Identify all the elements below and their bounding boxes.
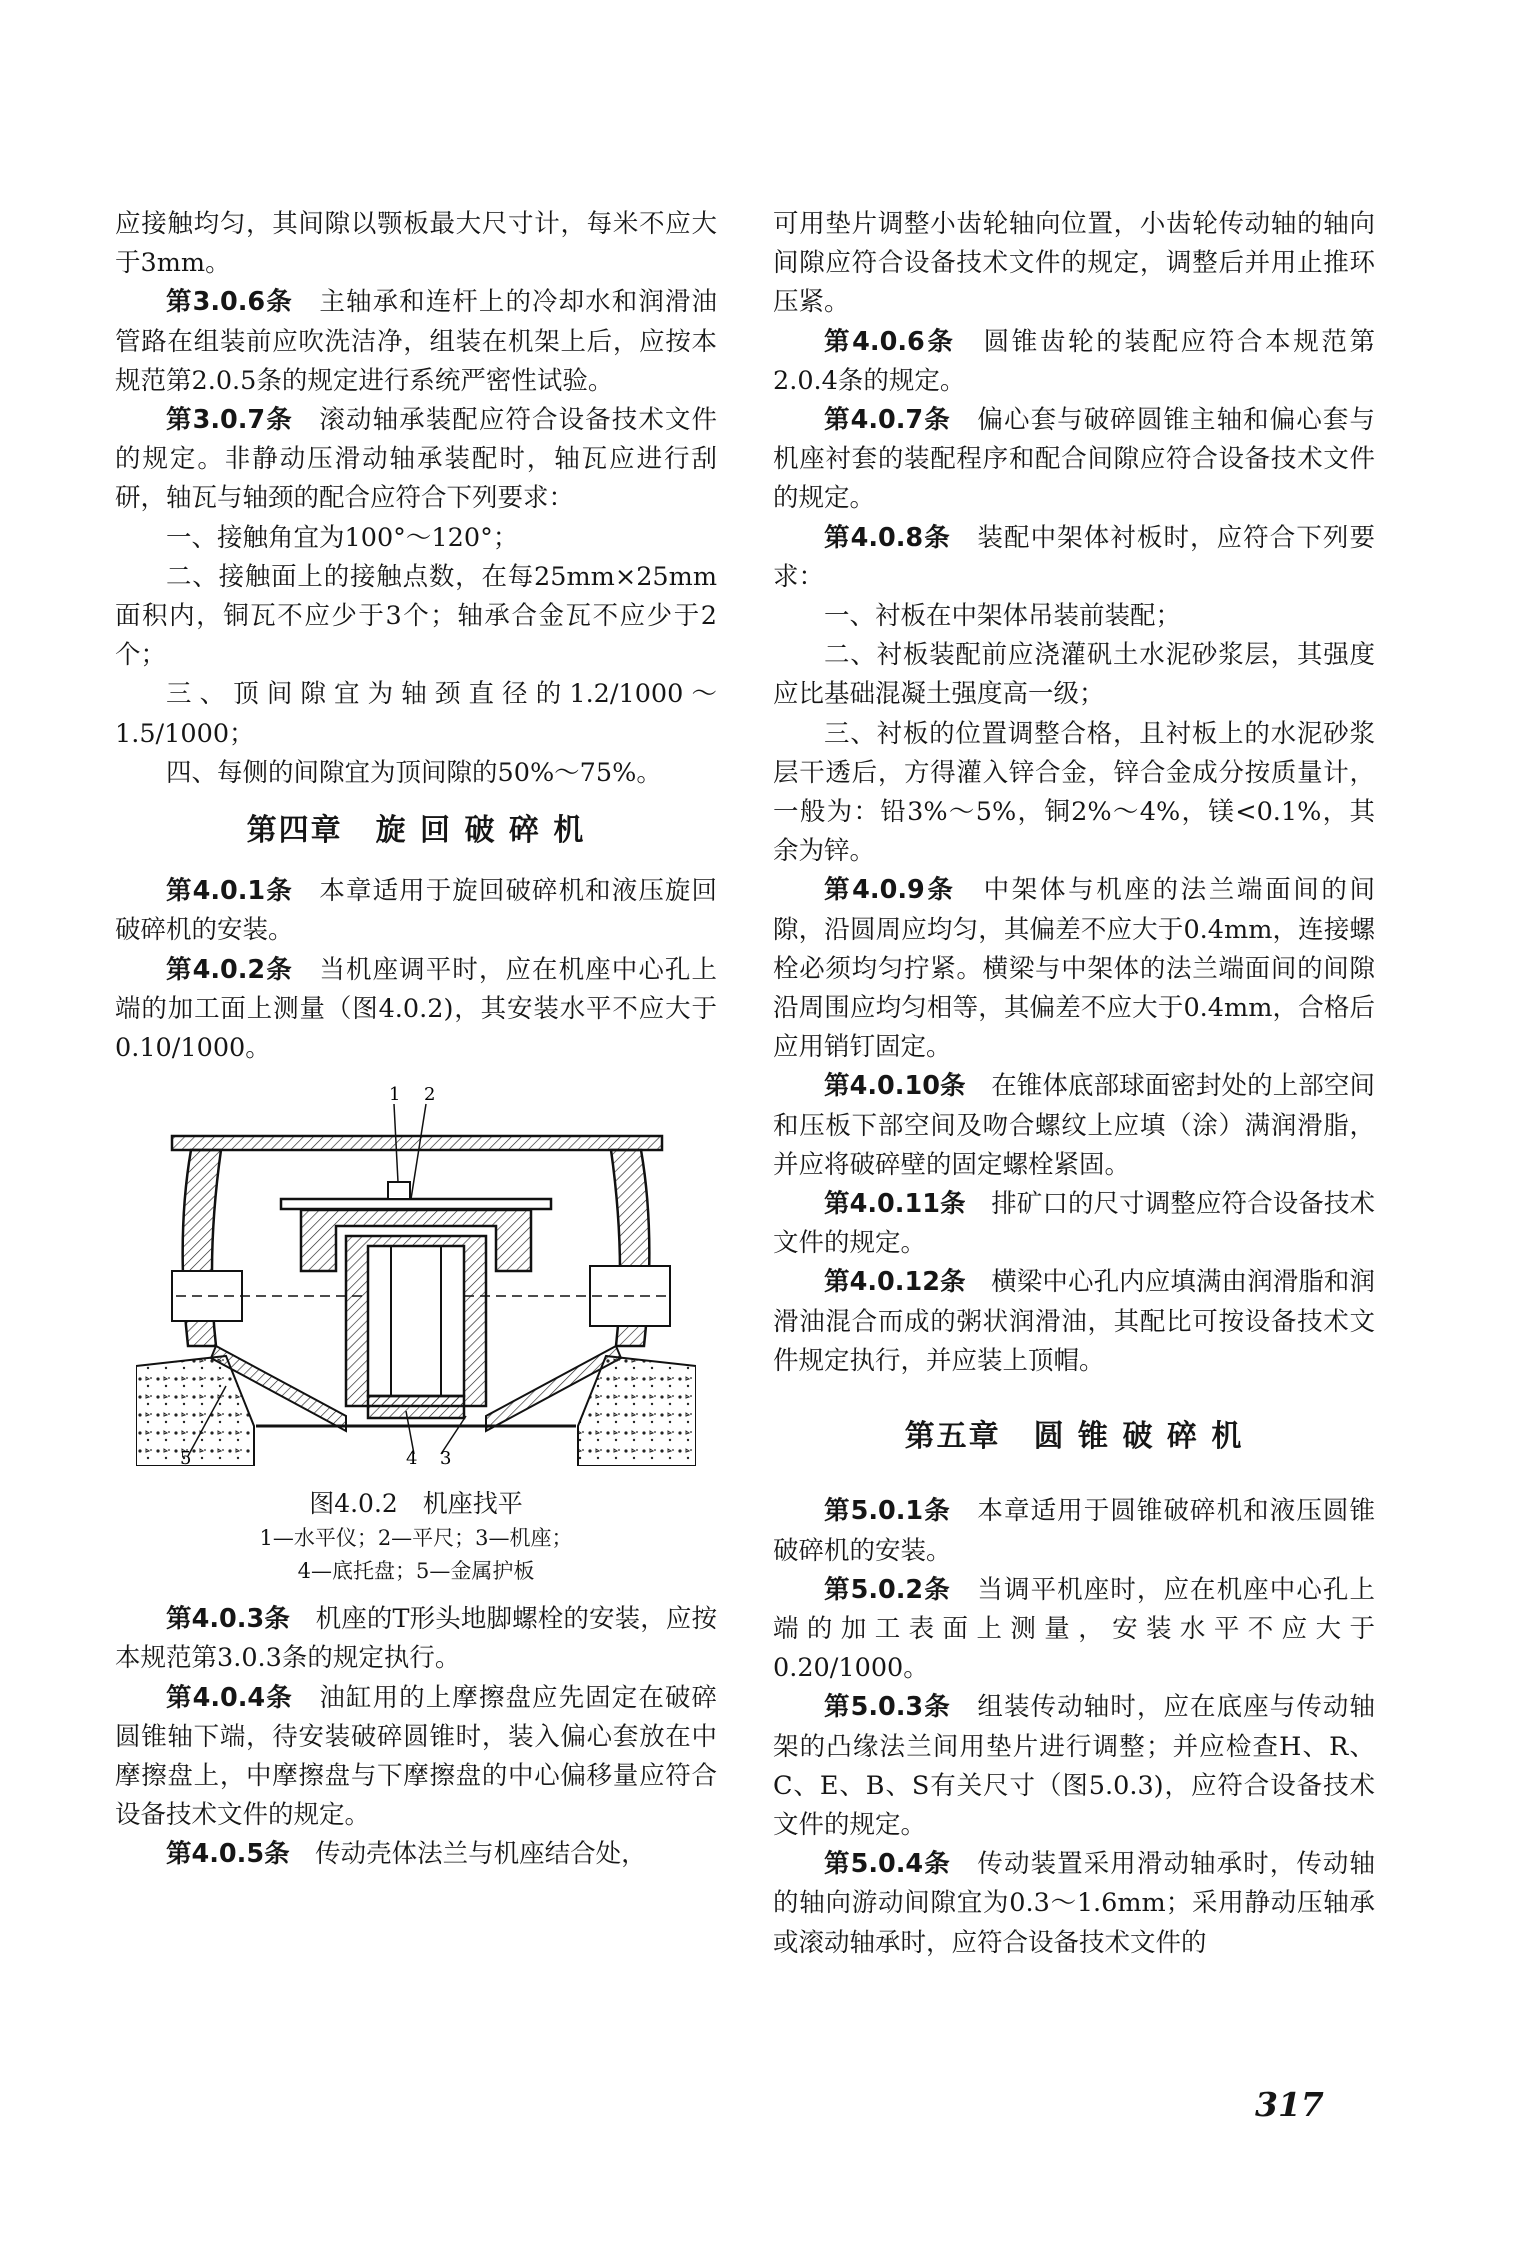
clause-label: 第5.0.1条 bbox=[824, 1496, 951, 1527]
clause-label: 第5.0.3条 bbox=[824, 1692, 951, 1723]
callout-1: 1 bbox=[389, 1086, 401, 1106]
figure-caption: 图4.0.2 机座找平 bbox=[309, 1489, 523, 1519]
clause-text: 在锥体底部球面密封处的上部空间和压板下部空间及吻合螺纹上应填（涂）满润滑脂，并应将破碎壁的固定螺栓紧固。 bbox=[773, 1071, 1375, 1180]
list-item: 二、衬板装配前应浇灌矾土水泥砂浆层，其强度应比基础混凝土强度高一级； bbox=[773, 640, 1375, 710]
clause-label: 第4.0.5条 bbox=[166, 1839, 290, 1870]
clause-label: 第5.0.2条 bbox=[824, 1574, 951, 1605]
page-number: 317 bbox=[1255, 2085, 1324, 2124]
callout-2: 2 bbox=[424, 1086, 436, 1106]
clause-4-0-10 bbox=[773, 1067, 1375, 1185]
callout-4: 4 bbox=[406, 1448, 418, 1467]
list-item: 三、衬板的位置调整合格，且衬板上的水泥砂浆层干透后，方得灌入锌合金，锌合金成分按质量计，一般为：铅3%～5%，铜2%～4%，镁<0.1%，其余为锌。 bbox=[773, 718, 1375, 867]
clause-4-0-6 bbox=[773, 323, 1375, 401]
list-item: 三、顶间隙宜为轴颈直径的1.2/1000～1.5/1000； bbox=[115, 679, 717, 749]
clause-label: 第4.0.4条 bbox=[166, 1682, 293, 1713]
list-item: 一、接触角宜为100°～120°； bbox=[166, 522, 519, 553]
clause-text: 当调平机座时，应在机座中心孔上端的加工表面上测量，安装水平不应大于0.20/1000。 bbox=[773, 1574, 1375, 1684]
clause-3-0-7 bbox=[115, 401, 717, 519]
machine-base-drawing bbox=[136, 1086, 696, 1466]
chapter-title: 旋 回 破 碎 机 bbox=[375, 813, 586, 849]
paragraph-cont: 可用垫片调整小齿轮轴向位置，小齿轮传动轴的轴向间隙应符合设备技术文件的规定，调整后并用止推环压紧。 bbox=[773, 209, 1375, 318]
clause-4-0-12 bbox=[773, 1263, 1375, 1381]
chapter-number: 第四章 bbox=[246, 813, 343, 849]
chapter-number: 第五章 bbox=[904, 1419, 1001, 1455]
chapter-title: 圆 锥 破 碎 机 bbox=[1033, 1419, 1244, 1455]
clause-4-0-5 bbox=[115, 1835, 717, 1874]
clause-text: 油缸用的上摩擦盘应先固定在破碎圆锥轴下端，待安装破碎圆锥时，装入偏心套放在中摩擦盘上，中摩擦盘与下摩擦盘的中心偏移量应符合设备技术文件的规定。 bbox=[115, 1682, 717, 1831]
clause-label: 第4.0.9条 bbox=[824, 875, 956, 906]
clause-4-0-8 bbox=[773, 519, 1375, 597]
clause-text: 机座的T形头地脚螺栓的安装，应按本规范第3.0.3条的规定执行。 bbox=[115, 1604, 717, 1674]
list-item: 四、每侧的间隙宜为顶间隙的50%～75%。 bbox=[166, 757, 662, 788]
clause-5-0-4 bbox=[773, 1845, 1375, 1963]
clause-text: 本章适用于旋回破碎机和液压旋回破碎机的安装。 bbox=[115, 876, 717, 946]
clause-label: 第4.0.1条 bbox=[166, 876, 293, 907]
clause-text: 当机座调平时，应在机座中心孔上端的加工面上测量（图4.0.2)，其安装水平不应大于0.10/1000。 bbox=[115, 954, 717, 1064]
left-column bbox=[115, 205, 717, 1875]
clause-4-0-1 bbox=[115, 872, 717, 950]
clause-4-0-4 bbox=[115, 1679, 717, 1836]
clause-4-0-2 bbox=[115, 951, 717, 1069]
figure-legend-line-1: 1—水平仪；2—平尺；3—机座； bbox=[259, 1526, 573, 1551]
clause-label: 第4.0.2条 bbox=[166, 954, 293, 985]
list-item: 二、接触面上的接触点数，在每25mm×25mm面积内，铜瓦不应少于3个；轴承合金瓦不应少于2个； bbox=[115, 561, 717, 671]
clause-label: 第4.0.12条 bbox=[824, 1267, 966, 1298]
figure-legend-line-2: 4—底托盘；5—金属护板 bbox=[297, 1559, 535, 1584]
clause-4-0-3 bbox=[115, 1600, 717, 1678]
clause-4-0-9 bbox=[773, 871, 1375, 1067]
clause-5-0-1 bbox=[773, 1492, 1375, 1570]
clause-text: 本章适用于圆锥破碎机和液压圆锥破碎机的安装。 bbox=[773, 1496, 1375, 1566]
clause-text: 组装传动轴时，应在底座与传动轴架的凸缘法兰间用垫片进行调整；并应检查H、R、C、E、B、S有关尺寸（图5.0.3)，应符合设备技术文件的规定。 bbox=[773, 1692, 1375, 1840]
clause-text: 横梁中心孔内应填满由润滑脂和润滑油混合而成的粥状润滑油，其配比可按设备技术文件规定执行，并应装上顶帽。 bbox=[773, 1267, 1375, 1376]
callout-5: 5 bbox=[180, 1448, 192, 1467]
callout-3: 3 bbox=[440, 1448, 452, 1467]
clause-text: 滚动轴承装配应符合设备技术文件的规定。非静动压滑动轴承装配时，轴瓦应进行刮研，轴瓦与轴颈的配合应符合下列要求： bbox=[115, 405, 717, 514]
clause-label: 第4.0.7条 bbox=[824, 405, 951, 436]
list-item: 一、衬板在中架体吊装前装配； bbox=[824, 601, 1182, 632]
chapter-5-heading bbox=[773, 1417, 1375, 1456]
paragraph-cont: 应接触均匀，其间隙以颚板最大尺寸计，每米不应大于3mm。 bbox=[115, 209, 717, 279]
clause-text: 排矿口的尺寸调整应符合设备技术文件的规定。 bbox=[773, 1189, 1375, 1259]
clause-text: 主轴承和连杆上的冷却水和润滑油管路在组装前应吹洗洁净，组装在机架上后，应按本规范第2.0.5条的规定进行系统严密性试验。 bbox=[115, 287, 717, 396]
clause-5-0-2 bbox=[773, 1571, 1375, 1689]
clause-label: 第4.0.10条 bbox=[824, 1071, 966, 1102]
clause-label: 第5.0.4条 bbox=[824, 1849, 951, 1880]
clause-label: 第3.0.6条 bbox=[166, 287, 293, 318]
clause-text: 传动装置采用滑动轴承时，传动轴的轴向游动间隙宜为0.3～1.6mm；采用静动压轴承或滚动轴承时，应符合设备技术文件的 bbox=[773, 1849, 1375, 1958]
clause-text: 传动壳体法兰与机座结合处， bbox=[315, 1839, 647, 1870]
clause-text: 圆锥齿轮的装配应符合本规范第2.0.4条的规定。 bbox=[773, 326, 1375, 396]
clause-text: 中架体与机座的法兰端面间的间隙，沿圆周应均匀，其偏差不应大于0.4mm，连接螺栓必须均匀拧紧。横梁与中架体的法兰端面间的间隙沿周围应均匀相等，其偏差不应大于0.4mm，合格后应用销钉固定。 bbox=[773, 875, 1375, 1063]
clause-label: 第3.0.7条 bbox=[166, 405, 293, 436]
right-column bbox=[773, 205, 1375, 1963]
clause-4-0-11 bbox=[773, 1185, 1375, 1263]
clause-text: 装配中架体衬板时，应符合下列要求： bbox=[773, 522, 1375, 592]
figure-4-0-2 bbox=[115, 1086, 717, 1588]
clause-label: 第4.0.3条 bbox=[166, 1604, 290, 1635]
clause-label: 第4.0.6条 bbox=[824, 326, 956, 357]
chapter-4-heading bbox=[115, 811, 717, 850]
clause-3-0-6 bbox=[115, 283, 717, 401]
clause-label: 第4.0.8条 bbox=[824, 522, 951, 553]
clause-text: 偏心套与破碎圆锥主轴和偏心套与机座衬套的装配程序和配合间隙应符合设备技术文件的规定。 bbox=[773, 405, 1375, 514]
clause-4-0-7 bbox=[773, 401, 1375, 519]
clause-label: 第4.0.11条 bbox=[824, 1189, 966, 1220]
clause-5-0-3 bbox=[773, 1688, 1375, 1845]
